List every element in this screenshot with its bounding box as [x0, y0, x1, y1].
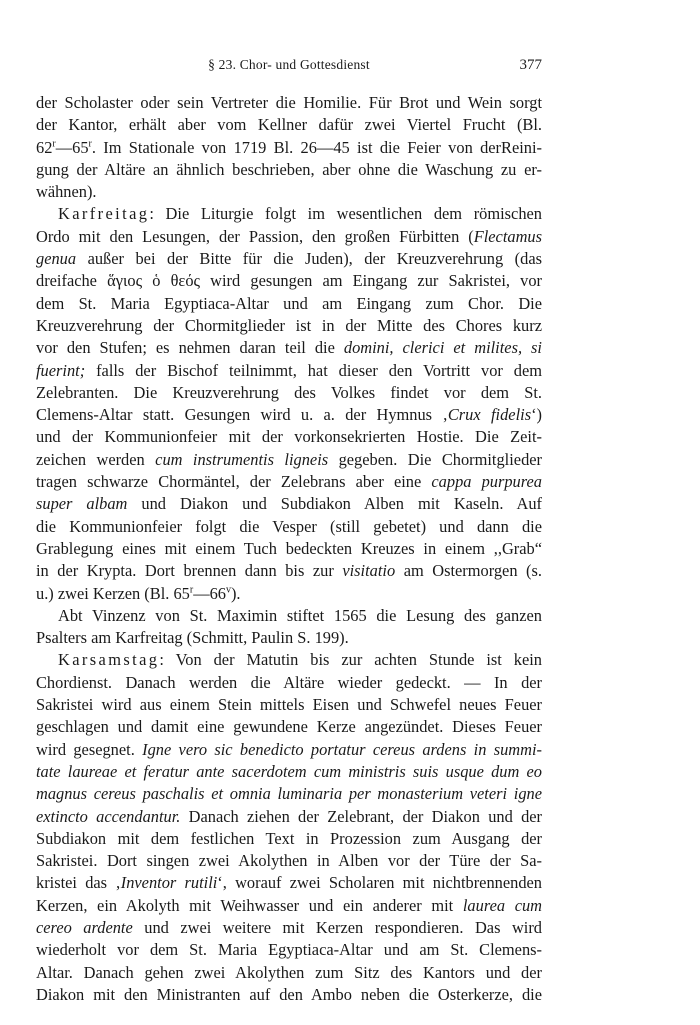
text-line	[36, 426, 542, 448]
text-run: : Von der Matutin bis zur achten Stunde ist kein	[159, 650, 542, 670]
folio-superscript: r	[88, 138, 92, 150]
text-run: wähnen).	[36, 182, 97, 202]
latin-phrase: cereo ardente	[36, 917, 133, 937]
text-run: wiederholt vor dem St. Maria Egyptiaca-Altar und am St. Clemens-	[36, 940, 542, 960]
text-line	[36, 493, 542, 515]
text-line	[36, 404, 542, 426]
folio-superscript: r	[189, 584, 194, 596]
text-line	[36, 761, 542, 783]
latin-phrase: domini, clerici et milites, si	[343, 338, 542, 358]
text-line	[36, 137, 542, 159]
text-line	[36, 739, 542, 761]
text-run: Altar. Danach gehen zwei Akolythen zum Sitz des Kantors und der	[36, 962, 542, 982]
text-line	[36, 516, 542, 538]
text-run: Sakristei. Dort singen zwei Akolythen in Alben vor der Türe der Sa-	[36, 851, 542, 871]
text-run: gung der Altäre an ähnlich beschrieben, aber ohne die Waschung zu er-	[36, 159, 542, 179]
page-number: 377	[519, 57, 542, 73]
text-run: Clemens-Altar statt. Gesungen wird u. a. der Hymnus ‚	[36, 405, 448, 425]
text-line	[36, 694, 542, 716]
text-line	[36, 939, 542, 961]
text-run: und zwei weitere mit Kerzen respondieren. Das wird	[132, 917, 542, 937]
latin-phrase: Inventor rutili	[120, 873, 218, 893]
text-run: —65	[55, 137, 89, 157]
latin-phrase: extincto accendantur.	[36, 806, 181, 826]
text-run: wird gesegnet.	[36, 739, 143, 759]
text-line	[36, 850, 542, 872]
text-line	[36, 471, 542, 493]
text-line	[36, 895, 542, 917]
text-run: Abt Vinzenz von St. Maximin stiftet 1565 die Lesung des ganzen	[58, 605, 542, 625]
latin-phrase: cum instrumentis ligneis	[155, 449, 329, 469]
text-run: gegeben. Die Chormitglieder	[328, 449, 542, 469]
folio-superscript: r	[52, 138, 56, 150]
text-run: und der Kommunionfeier mit der vorkonsekrierten Hostie. Die Zeit-	[36, 427, 542, 447]
latin-phrase: fuerint;	[36, 360, 86, 380]
text-run: . Im Stationale von 1719 Bl. 26—45 ist die Feier von derReini-	[91, 137, 542, 157]
text-run: Diakon mit den Ministranten auf den Ambo neben die Osterkerze, die	[36, 984, 542, 1004]
text-line	[36, 649, 542, 671]
text-line	[36, 181, 542, 203]
text-run: Grablegung eines mit einem Tuch bedeckten Kreuzes in einem ,,Grab“	[36, 538, 542, 558]
text-line	[36, 449, 542, 471]
text-line	[36, 360, 542, 382]
text-line	[36, 315, 542, 337]
folio-superscript: v	[225, 584, 231, 596]
text-run: dem St. Maria Egyptiaca-Altar und am Eingang zum Chor. Die	[36, 293, 542, 313]
text-run: ‘)	[531, 405, 542, 425]
text-line	[36, 962, 542, 984]
text-line	[36, 828, 542, 850]
text-run: falls der Bischof teilnimmt, hat dieser den Vortritt vor dem	[85, 360, 542, 380]
text-line	[36, 248, 542, 270]
running-header	[36, 57, 542, 77]
text-run: außer bei der Bitte für die Juden), der Kreuzverehrung (das	[76, 249, 542, 269]
text-run: die Kommunionfeier folgt die Vesper (still gebetet) und dann die	[36, 516, 542, 536]
latin-phrase: cappa purpurea	[431, 472, 542, 492]
text-run: Chordienst. Danach werden die Altäre wieder gedeckt. — In der	[36, 672, 542, 692]
text-run: am Ostermorgen (s.	[395, 561, 542, 581]
text-line	[36, 337, 542, 359]
text-line	[36, 538, 542, 560]
text-line	[36, 203, 542, 225]
text-run: geschlagen und damit eine gewundene Kerze angezündet. Dieses Feuer	[36, 717, 542, 737]
text-line	[36, 806, 542, 828]
latin-phrase: Flectamus	[473, 226, 542, 246]
text-run: der Scholaster oder sein Vertreter die Homilie. Für Brot und Wein sorgt	[36, 93, 542, 112]
body-text	[36, 92, 542, 1006]
text-run: Zelebranten. Die Kreuzverehrung des Volkes findet vor dem St.	[36, 382, 542, 402]
text-line	[36, 716, 542, 738]
text-line	[36, 917, 542, 939]
text-line	[36, 583, 542, 605]
text-run: —66	[193, 583, 226, 603]
text-run: Sakristei wird aus einem Stein mittels Eisen und Schwefel neues Feuer	[36, 695, 542, 715]
text-line	[36, 984, 542, 1006]
latin-phrase: magnus cereus paschalis et omnia luminaria per monasterium veteri igne	[36, 784, 542, 804]
text-run: der Kantor, erhält aber vom Kellner dafür zwei Viertel Frucht (Bl.	[36, 115, 542, 135]
text-run: ).	[230, 583, 241, 603]
text-run: in der Krypta. Dort brennen dann bis zur	[36, 561, 343, 581]
text-line	[36, 605, 542, 627]
text-run: 62	[36, 137, 53, 157]
text-run: kristei das ‚	[36, 873, 121, 893]
latin-phrase: laurea cum	[462, 895, 542, 915]
latin-phrase: visitatio	[342, 561, 396, 581]
text-run: : Die Liturgie folgt im wesentlichen dem römischen	[149, 204, 542, 224]
text-line	[36, 560, 542, 582]
latin-phrase: Igne vero sic benedicto portatur cereus ardens in summi-	[142, 739, 542, 759]
text-run: Ordo mit den Lesungen, der Passion, den großen Fürbitten (	[36, 226, 474, 246]
text-line	[36, 872, 542, 894]
latin-phrase: genua	[36, 249, 77, 269]
latin-phrase: super albam	[36, 494, 128, 514]
latin-phrase: tate laureae et feratur ante sacerdotem cum ministris suis usque dum eo	[36, 761, 542, 781]
section-heading: Karfreitag	[58, 204, 150, 224]
text-run: u.) zwei Kerzen (Bl. 65	[36, 583, 190, 603]
text-run: tragen schwarze Chormäntel, der Zelebrans aber eine	[36, 472, 432, 492]
text-run: Psalters am Karfreitag (Schmitt, Paulin S. 199).	[36, 628, 349, 648]
text-run: Danach ziehen der Zelebrant, der Diakon und der	[180, 806, 542, 826]
text-run: Kerzen, ein Akolyth mit Weihwasser und ein anderer mit	[36, 895, 463, 915]
latin-phrase: Crux fidelis	[447, 405, 532, 425]
text-line	[36, 159, 542, 181]
running-title: § 23. Chor- und Gottesdienst	[208, 57, 370, 72]
text-run: Kreuzverehrung der Chormitglieder ist in der Mitte des Chores kurz	[36, 315, 542, 335]
text-line	[36, 382, 542, 404]
text-run: zeichen werden	[36, 449, 156, 469]
text-run: ‘, worauf zwei Scholaren mit nichtbrennenden	[217, 873, 542, 893]
text-line	[36, 672, 542, 694]
text-line	[36, 114, 542, 136]
text-run: und Diakon und Subdiakon Alben mit Kaseln. Auf	[127, 494, 543, 514]
text-run: Subdiakon mit dem festlichen Text in Prozession zum Ausgang der	[36, 828, 542, 848]
text-line	[36, 293, 542, 315]
text-line	[36, 270, 542, 292]
section-heading: Karsamstag	[58, 650, 160, 670]
text-run: dreifache ἅγιος ὁ θεός wird gesungen am Eingang zur Sakristei, vor	[36, 271, 542, 291]
text-line	[36, 783, 542, 805]
text-line	[36, 226, 542, 248]
text-line	[36, 92, 542, 114]
text-run: vor den Stufen; es nehmen daran teil die	[36, 338, 344, 358]
text-line	[36, 627, 542, 649]
